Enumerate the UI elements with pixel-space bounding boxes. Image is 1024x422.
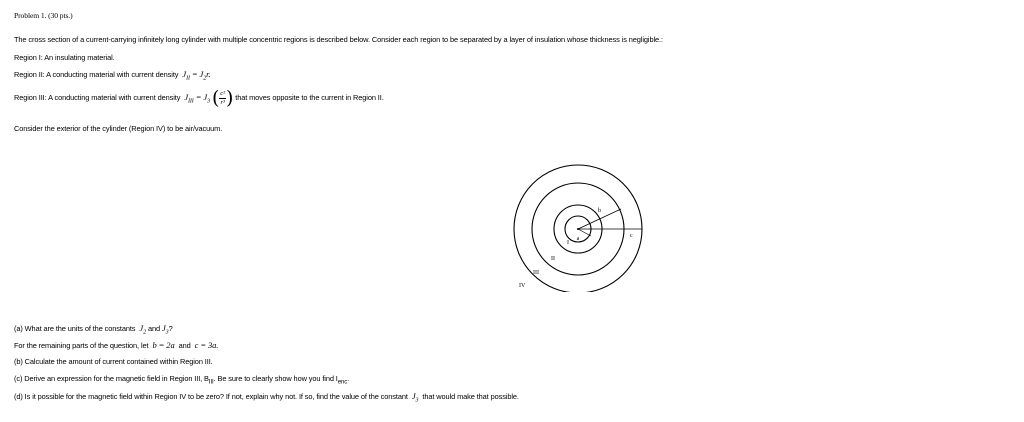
label-region-1: I [567, 240, 569, 246]
question-b: (b) Calculate the amount of current contained within Region III. [14, 357, 213, 366]
region-3-line [14, 87, 384, 109]
cylinder-cross-section-diagram [497, 157, 657, 292]
region-3-tail: that moves opposite to the current in Region II. [235, 92, 384, 102]
label-a: a [576, 236, 580, 242]
region-3-equation: $J_{III} = J_3$ [184, 91, 210, 105]
intro-text: The cross section of a current-carrying infinitely long cylinder with multiple concentric regions is described below. Consider each region to be separated by a layer of insulation whose thickness is negligible.: [14, 35, 663, 44]
region-2-line [14, 69, 210, 82]
remaining-parts-note: For the remaining parts of the question, let b = 2a and c = 3a. [14, 340, 219, 350]
right-paren: ) [225, 87, 234, 109]
region-2-equation: $J_{II} = J_2r$. [182, 69, 211, 82]
label-region-3: III [533, 270, 539, 276]
question-d: (d) Is it possible for the magnetic field within Region IV to be zero? If not, explain why not. If so, find the value of the constant $J_3$ that would make that possible. [14, 391, 519, 404]
label-region-4: IV [519, 283, 526, 289]
question-a: (a) What are the units of the constants $J_2$ and $J_3$? [14, 323, 173, 336]
region-3-text: Region III: A conducting material with current density [14, 92, 181, 102]
label-b: b [598, 208, 601, 214]
region-3-fraction: $\frac{\text{c²}}{\text{r³}}$ [220, 89, 225, 106]
region-2-text: Region II: A conducting material with current density [14, 70, 179, 79]
question-c: (c) Derive an expression for the magnetic field in Region III, $B_{III}$. Be sure to clearly show how you find $I_{enc}$. [14, 374, 350, 386]
label-c: c [630, 233, 633, 239]
problem-title: Problem 1. (30 pts.) [14, 11, 73, 20]
radius-a-line [578, 229, 591, 236]
exterior-text: Consider the exterior of the cylinder (Region IV) to be air/vacuum. [14, 124, 223, 133]
left-paren: ( [211, 87, 220, 109]
label-region-2: II [551, 256, 555, 262]
region-1-text: Region I: An insulating material. [14, 53, 115, 62]
